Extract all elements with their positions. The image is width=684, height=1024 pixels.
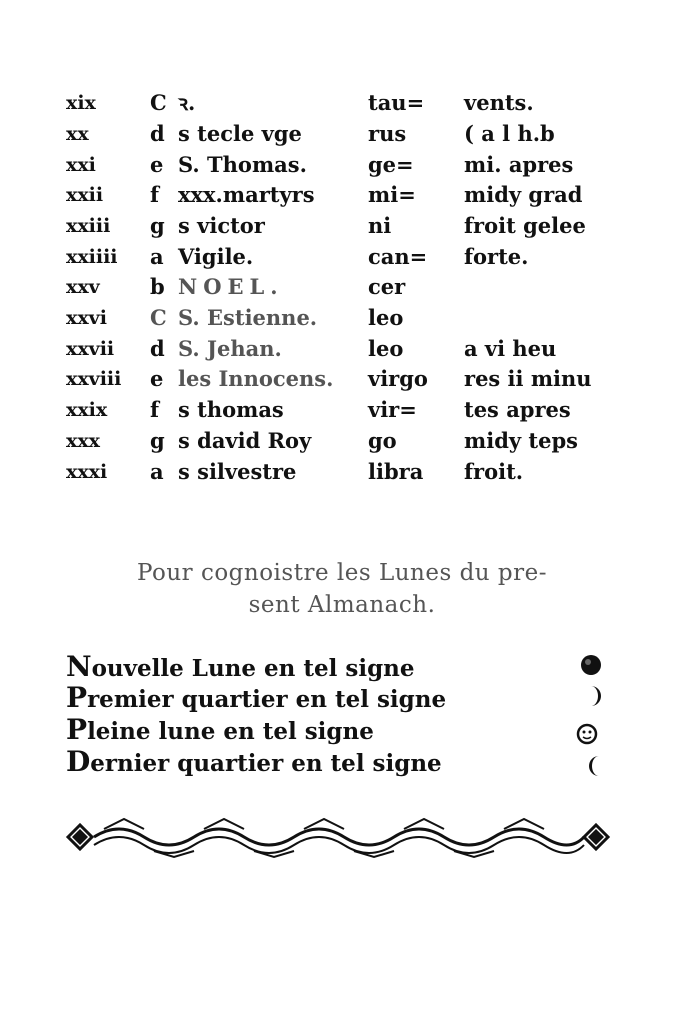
calendar-row [0,119,684,149]
day-number: xx [66,123,89,145]
calendar-row [0,426,684,456]
legend-text: ouvelle Lune en tel signe [91,655,415,682]
calendar-row [0,334,684,364]
first-quarter-icon [582,683,608,709]
saint-name: ꝛ. [178,90,196,115]
legend-label [66,681,446,714]
day-number: xxi [66,154,96,176]
dominical-letter: a [150,459,164,484]
calendar-row [0,150,684,180]
initial-letter: D [66,745,91,778]
zodiac-sign: cer [368,274,406,299]
legend-row-last-quarter [66,745,626,777]
saint-name: les Innocens. [178,366,334,391]
weather-note: tes apres [464,397,571,422]
calendar-row [0,303,684,333]
legend-label [66,713,374,746]
zodiac-sign: leo [368,305,404,330]
calendar-row [0,180,684,210]
dominical-letter: g [150,213,165,238]
day-number: xxii [66,184,104,206]
calendar-row [0,272,684,302]
weather-note: forte. [464,244,529,269]
calendar-row [0,364,684,394]
day-number: xxviii [66,368,122,390]
dominical-letter: e [150,366,164,391]
saint-name: s silvestre [178,459,297,484]
initial-letter: N [66,650,92,683]
day-number: xxiiii [66,246,118,268]
day-number: xxiii [66,215,111,237]
calendar-row [0,395,684,425]
new-moon-icon [578,652,604,678]
weather-note: midy teps [464,428,578,453]
full-moon-icon [574,721,600,747]
initial-letter: P [66,681,88,714]
day-number: xxix [66,399,108,421]
saint-name: S. Thomas. [178,152,307,177]
saint-name: S. Jehan. [178,336,282,361]
legend-label [66,650,415,683]
zodiac-sign: vir= [368,397,417,422]
zodiac-sign: mi= [368,182,416,207]
calendar-row [0,88,684,118]
dominical-letter: g [150,428,165,453]
dominical-letter: a [150,244,164,269]
dominical-letter: d [150,336,165,361]
saint-name: s david Roy [178,428,312,453]
saint-name: xxx.martyrs [178,182,315,207]
zodiac-sign: can= [368,244,428,269]
legend-row-full-moon [66,713,626,745]
legend-row-first-quarter [66,681,626,713]
weather-note: froit gelee [464,213,586,238]
zodiac-sign: ni [368,213,392,238]
dominical-letter: C [150,305,167,330]
saint-name: s thomas [178,397,284,422]
weather-note: mi. apres [464,152,574,177]
ornamental-border [64,815,612,859]
zodiac-sign: leo [368,336,404,361]
zodiac-sign: libra [368,459,424,484]
day-number: xxvii [66,338,115,360]
zodiac-sign: rus [368,121,407,146]
day-number: xix [66,92,96,114]
saint-name: S. Estienne. [178,305,318,330]
saint-name: s victor [178,213,265,238]
day-number: xxxi [66,461,108,483]
zodiac-sign: ge= [368,152,414,177]
day-number: xxv [66,276,100,298]
dominical-letter: d [150,121,165,146]
initial-letter: P [66,713,88,746]
zodiac-sign: tau= [368,90,425,115]
dominical-letter: f [150,182,160,207]
weather-note: a vi heu [464,336,557,361]
dominical-letter: b [150,274,165,299]
legend-text: ernier quartier en tel signe [90,750,442,777]
weather-note: midy grad [464,182,583,207]
saint-name: Vigile. [178,244,254,269]
legend-text: remier quartier en tel signe [87,686,447,713]
last-quarter-icon [582,753,608,779]
weather-note: froit. [464,459,524,484]
saint-name: NOEL. [178,274,284,299]
calendar-row [0,242,684,272]
lunes-title-line2: sent Almanach. [248,592,436,618]
day-number: xxx [66,430,100,452]
legend-row-new-moon [66,650,626,682]
legend-label [66,745,442,778]
lunes-title-line1: Pour cognoistre les Lunes du pre- [136,560,548,586]
weather-note: ( a l h.b [464,121,555,146]
dominical-letter: C [150,90,167,115]
legend-text: leine lune en tel signe [87,718,374,745]
dominical-letter: e [150,152,164,177]
day-number: xxvi [66,307,107,329]
weather-note: res ii minu [464,366,592,391]
zodiac-sign: virgo [368,366,428,391]
calendar-row [0,211,684,241]
zodiac-sign: go [368,428,397,453]
dominical-letter: f [150,397,160,422]
weather-note: vents. [464,90,534,115]
saint-name: s tecle vge [178,121,302,146]
calendar-row [0,457,684,487]
